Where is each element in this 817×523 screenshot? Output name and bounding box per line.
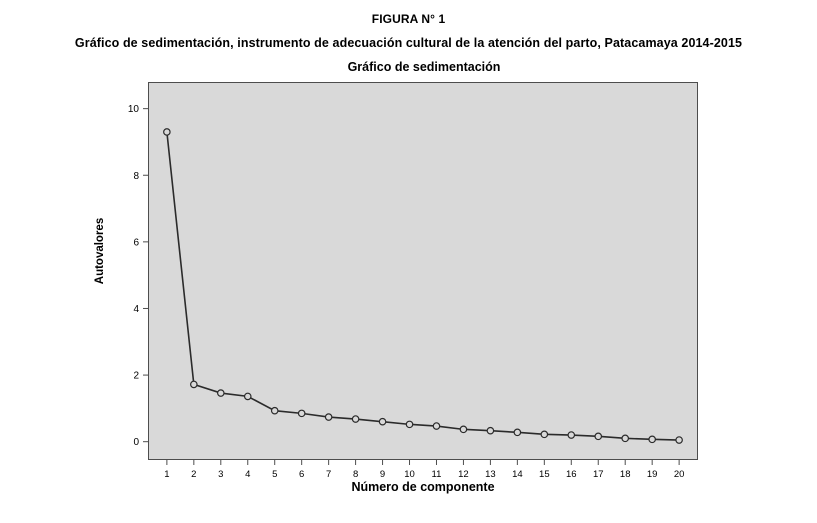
x-axis-ticks: [164, 460, 684, 480]
svg-text:10: 10: [127, 104, 139, 116]
svg-text:14: 14: [512, 469, 523, 480]
data-point: [460, 426, 466, 432]
svg-text:11: 11: [431, 469, 442, 480]
data-point: [487, 427, 493, 433]
svg-text:10: 10: [404, 469, 415, 480]
svg-text:20: 20: [673, 469, 685, 480]
svg-text:4: 4: [245, 469, 251, 480]
svg-text:0: 0: [133, 437, 139, 449]
svg-text:4: 4: [133, 303, 139, 315]
data-point: [433, 423, 439, 429]
data-point: [218, 390, 224, 396]
figure-label: FIGURA N° 1: [371, 12, 446, 26]
svg-text:12: 12: [458, 469, 469, 480]
svg-text:2: 2: [133, 370, 139, 382]
x-axis-title: Número de componente: [351, 480, 495, 494]
data-point: [595, 433, 601, 439]
svg-text:6: 6: [133, 237, 139, 249]
chart-area: [94, 60, 700, 510]
svg-text:1: 1: [164, 469, 170, 480]
svg-text:18: 18: [619, 469, 631, 480]
data-point: [272, 408, 278, 414]
data-point: [649, 436, 655, 442]
svg-text:16: 16: [565, 469, 577, 480]
data-point: [191, 381, 197, 387]
data-point: [622, 435, 628, 441]
svg-text:8: 8: [133, 170, 139, 182]
y-axis-ticks: [128, 104, 148, 448]
svg-text:9: 9: [379, 469, 386, 480]
svg-text:19: 19: [646, 469, 658, 480]
data-point: [514, 429, 520, 435]
data-point: [352, 416, 358, 422]
data-point: [406, 421, 412, 427]
svg-text:3: 3: [218, 469, 224, 480]
scree-plot-svg: [127, 60, 700, 510]
svg-text:7: 7: [325, 469, 332, 480]
svg-text:17: 17: [592, 469, 604, 480]
data-point: [568, 432, 574, 438]
svg-text:8: 8: [352, 469, 359, 480]
data-point: [245, 393, 251, 399]
svg-text:6: 6: [299, 469, 305, 480]
data-point: [298, 410, 304, 416]
data-point: [379, 419, 385, 425]
data-point: [676, 437, 682, 443]
figure-caption: Gráfico de sedimentación, instrumento de adecuación cultural de la atención del parto, Patacamaya 2014-2015: [74, 36, 743, 50]
y-axis-title: Autovalores: [94, 217, 106, 285]
svg-text:2: 2: [191, 469, 197, 480]
data-point: [325, 414, 331, 420]
chart-title: Gráfico de sedimentación: [347, 60, 501, 74]
data-point: [541, 431, 547, 437]
data-line: [167, 132, 679, 440]
svg-text:15: 15: [539, 469, 550, 480]
svg-text:5: 5: [272, 469, 278, 480]
svg-text:13: 13: [485, 469, 496, 480]
data-point: [164, 129, 170, 135]
